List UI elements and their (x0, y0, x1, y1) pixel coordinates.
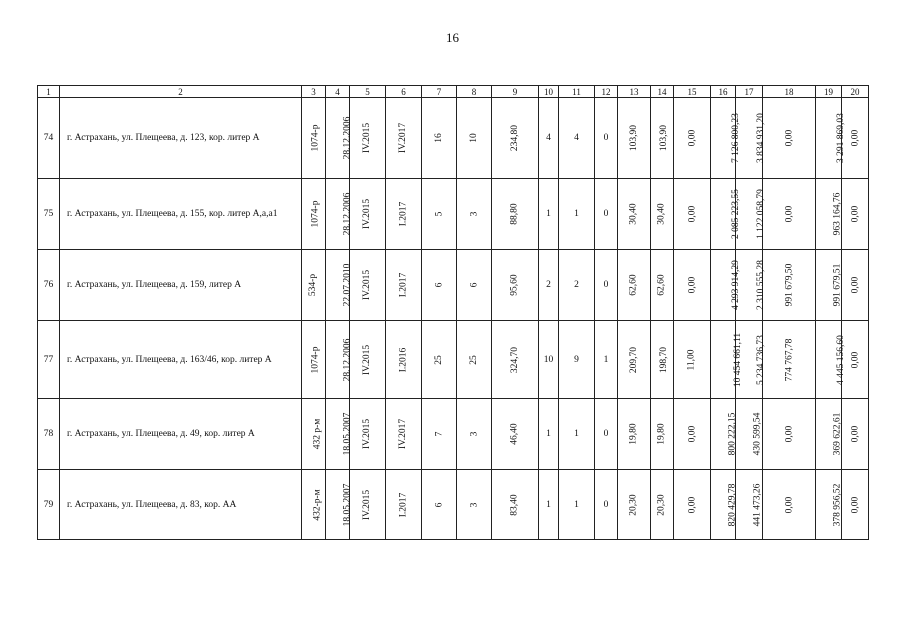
residents-count-cell (422, 470, 457, 540)
area-municipal-value: 0,00 (687, 205, 697, 223)
area-private-cell (651, 250, 674, 321)
column-header: 9 (492, 86, 539, 98)
area-total-value: 88,80 (510, 203, 520, 225)
cost-fund-value: 3 834 931,20 (755, 113, 766, 163)
cost-region-cell (763, 250, 816, 321)
plan-end-cell (386, 179, 422, 250)
area-to-relocate-value: 62,60 (629, 274, 639, 296)
cost-total-value: 7 126 800,23 (730, 113, 741, 163)
row-number-cell: 79 (38, 470, 60, 540)
area-total-value: 46,40 (510, 423, 520, 445)
decision-date-cell (326, 179, 353, 250)
area-total-cell (492, 250, 539, 321)
cost-total-cell (711, 321, 744, 399)
residents-relocated-cell (457, 250, 492, 321)
table-row (38, 321, 869, 399)
area-municipal-cell (674, 98, 711, 179)
area-private-cell (651, 179, 674, 250)
cost-municipality-value: 963 164,76 (832, 192, 843, 236)
flats-total-cell: 1 (539, 399, 559, 470)
area-private-value: 20,30 (657, 493, 667, 516)
area-municipal-value: 0,00 (687, 276, 697, 294)
cost-region-cell (763, 179, 816, 250)
flats-total-cell: 1 (539, 179, 559, 250)
cost-fund-value: 430 599,54 (752, 412, 763, 456)
column-header: 15 (674, 86, 711, 98)
row-number-cell: 77 (38, 321, 60, 399)
area-to-relocate-value: 209,70 (629, 346, 639, 373)
area-to-relocate-cell (618, 321, 651, 399)
cost-other-cell (842, 470, 869, 540)
cost-region-value: 0,00 (784, 425, 794, 443)
flats-municipal-cell: 0 (595, 399, 618, 470)
residents-relocated-cell (457, 179, 492, 250)
decision-date-value: 28.12.2006 (342, 338, 353, 381)
cost-region-value: 0,00 (784, 129, 794, 147)
cost-fund-cell (736, 470, 763, 540)
row-number-cell: 78 (38, 399, 60, 470)
cost-total-value: 820 429,78 (727, 483, 738, 526)
cost-other-value: 0,00 (850, 276, 860, 294)
residents-relocated-value: 3 (469, 502, 479, 507)
plan-end-value: I.2017 (398, 272, 409, 298)
plan-start-value: IV.2015 (362, 489, 373, 520)
decision-date-value: 18.05.2007 (342, 412, 353, 456)
plan-end-cell (386, 321, 422, 399)
residents-relocated-value: 25 (469, 354, 479, 365)
cost-total-cell (711, 470, 736, 540)
area-municipal-cell (674, 321, 711, 399)
table-row (38, 250, 869, 321)
table-row (38, 179, 869, 250)
flats-private-cell: 1 (559, 179, 595, 250)
residents-count-value: 5 (434, 211, 444, 217)
flats-total-cell: 1 (539, 470, 559, 540)
plan-start-cell (350, 470, 386, 540)
cost-municipality-value: 991 679,51 (832, 263, 843, 307)
plan-start-cell (350, 321, 386, 399)
cost-region-value: 0,00 (784, 205, 794, 223)
row-number-cell: 74 (38, 98, 60, 179)
plan-start-value: IV.2015 (362, 344, 373, 375)
cost-fund-value: 2 310 555,28 (755, 260, 766, 310)
area-total-value: 83,40 (510, 493, 520, 516)
decision-number-value: 432 р-м (312, 418, 323, 450)
page-number: 16 (446, 30, 459, 45)
cost-municipality-cell (816, 179, 842, 250)
plan-end-value: I.2016 (398, 347, 409, 372)
decision-number-cell (302, 179, 326, 250)
cost-total-value: 10 454 661,11 (733, 332, 744, 387)
cost-municipality-cell (816, 470, 842, 540)
address-cell: г. Астрахань, ул. Плещеева, д. 49, кор. литер А (60, 399, 302, 470)
plan-end-cell (386, 399, 422, 470)
row-number-cell: 75 (38, 179, 60, 250)
flats-total-cell: 10 (539, 321, 559, 399)
plan-start-cell (350, 98, 386, 179)
residents-count-cell (422, 399, 457, 470)
flats-municipal-cell: 0 (595, 98, 618, 179)
address-cell: г. Астрахань, ул. Плещеева, д. 83, кор. АА (60, 470, 302, 540)
area-to-relocate-cell (618, 399, 651, 470)
area-to-relocate-value: 20,30 (629, 493, 639, 516)
decision-number-value: 534-р (308, 273, 319, 297)
area-total-cell (492, 399, 539, 470)
column-header: 3 (302, 86, 326, 98)
plan-end-value: I.2017 (398, 201, 409, 227)
address-cell: г. Астрахань, ул. Плещеева, д. 155, кор. литер А,а,а1 (60, 179, 302, 250)
table-row (38, 399, 869, 470)
decision-date-cell (326, 470, 353, 540)
table-row (38, 98, 869, 179)
decision-number-value: 1074-р (310, 346, 321, 373)
column-header: 6 (386, 86, 422, 98)
area-municipal-cell (674, 179, 711, 250)
decision-date-cell (326, 321, 353, 399)
column-header: 12 (595, 86, 618, 98)
address-cell: г. Астрахань, ул. Плещеева, д. 159, литер А (60, 250, 302, 321)
flats-private-cell: 1 (559, 470, 595, 540)
cost-region-cell (763, 399, 816, 470)
decision-number-cell (302, 321, 326, 399)
flats-total-cell: 2 (539, 250, 559, 321)
decision-date-value: 18.05.2007 (342, 483, 353, 526)
cost-total-value: 2 085 223,55 (730, 189, 741, 239)
residents-relocated-value: 6 (469, 282, 479, 288)
residents-count-cell (422, 179, 457, 250)
area-to-relocate-cell (618, 98, 651, 179)
address-cell: г. Астрахань, ул. Плещеева, д. 163/46, кор. литер А (60, 321, 302, 399)
cost-fund-value: 5 234 736,73 (755, 334, 766, 385)
area-to-relocate-cell (618, 179, 651, 250)
area-municipal-cell (674, 470, 711, 540)
flats-municipal-cell: 1 (595, 321, 618, 399)
plan-start-value: IV.2015 (362, 198, 373, 230)
flats-private-cell: 4 (559, 98, 595, 179)
column-header: 19 (816, 86, 842, 98)
plan-end-value: IV.2017 (398, 122, 409, 154)
residents-count-cell (422, 250, 457, 321)
column-header: 4 (326, 86, 350, 98)
cost-municipality-value: 3 291 869,03 (835, 113, 846, 163)
residents-count-value: 6 (434, 282, 444, 288)
area-to-relocate-cell (618, 250, 651, 321)
cost-other-value: 0,00 (850, 425, 860, 443)
plan-end-value: IV.2017 (398, 418, 409, 450)
cost-fund-value: 1 122 058,79 (755, 189, 766, 239)
column-header: 17 (736, 86, 763, 98)
cost-total-cell (711, 179, 741, 250)
column-header: 2 (60, 86, 302, 98)
plan-start-cell (350, 179, 386, 250)
column-header: 5 (350, 86, 386, 98)
cost-region-value: 774 767,78 (784, 338, 794, 381)
area-private-cell (651, 470, 674, 540)
decision-date-cell (326, 399, 353, 470)
plan-start-cell (350, 250, 386, 321)
cost-region-cell (763, 321, 816, 399)
column-header: 1 (38, 86, 60, 98)
area-municipal-cell (674, 250, 711, 321)
cost-total-value: 4 293 914,29 (730, 260, 741, 310)
column-header: 10 (539, 86, 559, 98)
column-header: 8 (457, 86, 492, 98)
column-header: 18 (763, 86, 816, 98)
residents-count-value: 6 (434, 502, 444, 507)
residents-count-value: 7 (434, 431, 444, 437)
cost-municipality-value: 4 445 156,60 (835, 334, 846, 385)
area-private-cell (651, 399, 674, 470)
area-private-cell (651, 321, 674, 399)
residents-relocated-cell (457, 321, 492, 399)
cost-total-cell (711, 399, 736, 470)
cost-total-cell (711, 98, 741, 179)
cost-region-cell (763, 470, 816, 540)
flats-private-cell: 2 (559, 250, 595, 321)
flats-private-cell: 9 (559, 321, 595, 399)
area-to-relocate-value: 19,80 (629, 423, 639, 445)
decision-number-value: 1074-р (310, 200, 321, 228)
plan-start-value: IV.2015 (362, 269, 373, 301)
row-number-cell: 76 (38, 250, 60, 321)
area-total-cell (492, 321, 539, 399)
flats-private-cell: 1 (559, 399, 595, 470)
flats-municipal-cell: 0 (595, 470, 618, 540)
cost-other-cell (842, 179, 869, 250)
area-private-cell (651, 98, 674, 179)
area-private-value: 30,40 (657, 203, 667, 225)
cost-other-value: 0,00 (850, 205, 860, 223)
residents-relocated-value: 3 (469, 431, 479, 437)
plan-start-value: IV.2015 (362, 122, 373, 154)
cost-fund-cell (736, 399, 763, 470)
area-municipal-value: 0,00 (687, 425, 697, 443)
area-municipal-cell (674, 399, 711, 470)
plan-end-cell (386, 250, 422, 321)
cost-total-cell (711, 250, 741, 321)
area-municipal-value: 0,00 (687, 129, 697, 147)
plan-end-cell (386, 98, 422, 179)
area-total-cell (492, 98, 539, 179)
decision-date-value: 28.12.2006 (342, 116, 353, 160)
decision-date-value: 28.12.2006 (342, 192, 353, 236)
residents-relocated-cell (457, 470, 492, 540)
column-header: 14 (651, 86, 674, 98)
area-total-cell (492, 470, 539, 540)
area-municipal-value: 11,00 (687, 348, 697, 371)
column-header: 11 (559, 86, 595, 98)
residents-count-cell (422, 98, 457, 179)
residents-relocated-cell (457, 399, 492, 470)
residents-relocated-value: 3 (469, 211, 479, 217)
area-total-value: 324,70 (510, 346, 520, 373)
decision-number-cell (302, 399, 326, 470)
plan-end-value: I.2017 (398, 492, 409, 517)
plan-start-cell (350, 399, 386, 470)
plan-start-value: IV.2015 (362, 418, 373, 450)
decision-number-cell (302, 98, 326, 179)
column-header: 16 (711, 86, 736, 98)
cost-other-cell (842, 250, 869, 321)
area-private-value: 103,90 (659, 124, 670, 152)
cost-other-value: 0,00 (850, 351, 860, 368)
cost-other-value: 0,00 (850, 129, 860, 147)
residents-relocated-cell (457, 98, 492, 179)
cost-region-value: 0,00 (784, 496, 794, 513)
column-header: 20 (842, 86, 869, 98)
residents-count-value: 16 (434, 133, 444, 143)
area-total-value: 234,80 (510, 124, 520, 152)
decision-date-cell (326, 250, 353, 321)
cost-municipality-cell (816, 98, 846, 179)
area-to-relocate-cell (618, 470, 651, 540)
column-header: 13 (618, 86, 651, 98)
cost-municipality-cell (816, 250, 842, 321)
area-to-relocate-value: 30,40 (629, 203, 639, 225)
table-row (38, 470, 869, 540)
decision-number-value: 1074-р (310, 124, 321, 152)
cost-municipality-cell (816, 399, 842, 470)
cost-municipality-value: 369 622,61 (832, 412, 843, 456)
decision-number-cell (302, 470, 326, 540)
residents-count-cell (422, 321, 457, 399)
flats-municipal-cell: 0 (595, 250, 618, 321)
area-total-cell (492, 179, 539, 250)
area-municipal-value: 0,00 (687, 496, 697, 513)
address-cell: г. Астрахань, ул. Плещеева, д. 123, кор. литер А (60, 98, 302, 179)
column-number-row (38, 86, 869, 98)
residents-count-value: 25 (434, 354, 444, 365)
column-header: 7 (422, 86, 457, 98)
decision-number-value: 432-р-м (312, 488, 323, 521)
cost-other-value: 0,00 (850, 496, 860, 513)
plan-end-cell (386, 470, 422, 540)
flats-municipal-cell: 0 (595, 179, 618, 250)
flats-total-cell: 4 (539, 98, 559, 179)
area-to-relocate-value: 103,90 (629, 124, 639, 152)
area-total-value: 95,60 (510, 274, 520, 296)
decision-date-cell (326, 98, 353, 179)
area-private-value: 62,60 (657, 274, 667, 296)
decision-number-cell (302, 250, 326, 321)
resettlement-table (37, 85, 869, 540)
cost-other-cell (842, 399, 869, 470)
area-private-value: 198,70 (659, 346, 670, 373)
cost-total-value: 800 222,15 (727, 412, 738, 456)
cost-municipality-cell (816, 321, 846, 399)
area-private-value: 19,80 (657, 423, 667, 445)
cost-region-value: 991 679,50 (784, 263, 794, 307)
cost-fund-value: 441 473,26 (752, 483, 763, 526)
decision-date-value: 22.07.2010 (342, 263, 353, 307)
cost-municipality-value: 378 956,52 (832, 483, 843, 526)
cost-region-cell (763, 98, 816, 179)
residents-relocated-value: 10 (469, 133, 479, 143)
